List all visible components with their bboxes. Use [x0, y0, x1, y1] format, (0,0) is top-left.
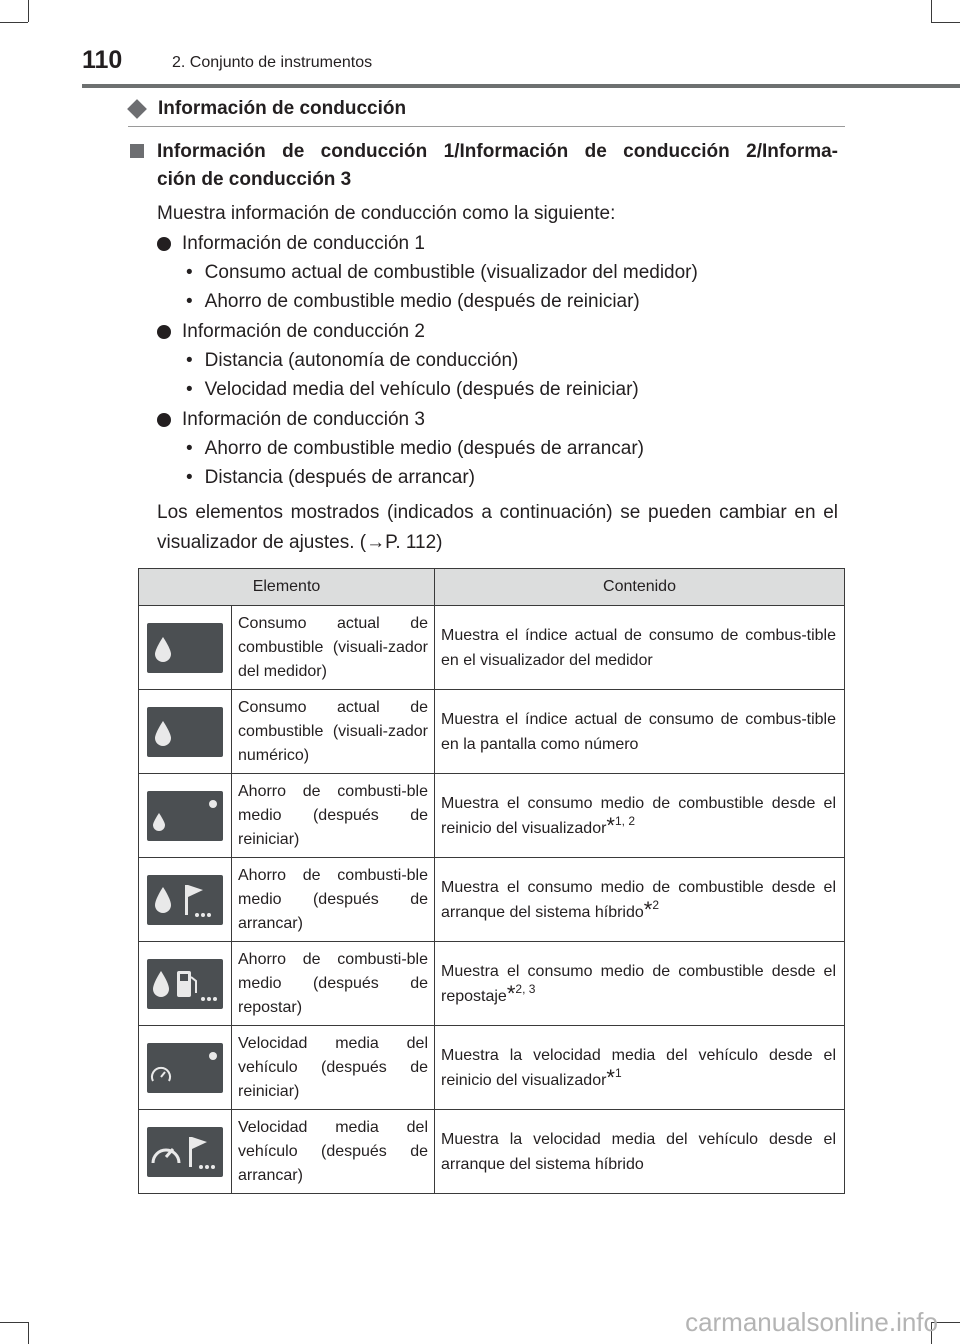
icon-cell — [139, 606, 232, 690]
table-row — [139, 1026, 845, 1110]
group-heading — [157, 230, 425, 258]
crop-mark — [931, 0, 932, 22]
item-description-text: Muestra el índice actual de consumo de combus-tible en la pantalla como número — [441, 710, 836, 753]
circle-bullet-icon — [157, 237, 171, 251]
items-table — [138, 568, 845, 1194]
list-item-text: Velocidad media del vehículo (después de reiniciar) — [204, 379, 639, 400]
table-row — [139, 690, 845, 774]
note-reference: 2, 3 — [515, 981, 536, 996]
icon-cell — [139, 942, 232, 1026]
item-name: Ahorro de combusti-ble medio (después de reiniciar) — [232, 774, 435, 858]
item-description — [435, 1110, 845, 1194]
group-heading — [157, 318, 425, 346]
circle-bullet-icon — [157, 325, 171, 339]
table-row — [139, 774, 845, 858]
note-mark: * — [643, 896, 653, 922]
circle-bullet-icon — [157, 413, 171, 427]
icon-cell — [139, 1026, 232, 1110]
item-name: Velocidad media del vehículo (después de arrancar) — [232, 1110, 435, 1194]
item-description — [435, 1026, 845, 1110]
table-row — [139, 1110, 845, 1194]
item-description-text: Muestra el consumo medio de combustible desde el reinicio del visualizador — [441, 794, 836, 837]
intro-text: Muestra información de conducción como la siguiente: — [157, 203, 616, 224]
closing-text: Los elementos mostrados (indicados a continuación) se pueden cambiar en el visualizador de ajustes. ( — [157, 502, 838, 553]
bullet-char: • — [186, 438, 193, 459]
note-reference: 2 — [652, 897, 660, 912]
note-reference: 1 — [614, 1065, 622, 1080]
item-description-text: Muestra el índice actual de consumo de combus-tible en el visualizador del medidor — [441, 626, 836, 669]
column-header-content: Contenido — [435, 569, 845, 606]
crop-mark — [0, 1322, 28, 1323]
list-item — [186, 259, 698, 287]
table-row — [139, 606, 845, 690]
list-item-text: Distancia (después de arrancar) — [204, 467, 476, 488]
note-mark: * — [506, 980, 516, 1006]
item-name: Consumo actual de combustible (visuali-zador numérico) — [232, 690, 435, 774]
list-item — [186, 435, 644, 463]
list-item — [186, 288, 640, 316]
icon-cell — [139, 774, 232, 858]
group-heading — [157, 406, 425, 434]
diamond-icon — [127, 99, 147, 119]
group-label: Información de conducción 3 — [182, 409, 425, 430]
header-rule — [82, 84, 960, 88]
list-item — [186, 347, 518, 375]
group-label: Información de conducción 2 — [182, 321, 425, 342]
bullet-char: • — [186, 262, 193, 283]
fuel-drop-gauge-icon — [147, 623, 223, 673]
section-title-text: Información de conducción — [158, 98, 407, 119]
note-mark: * — [606, 1064, 615, 1090]
list-item-text: Consumo actual de combustible (visualizador del medidor) — [204, 262, 698, 283]
bullet-char: • — [186, 379, 193, 400]
subsection-title — [130, 138, 838, 194]
list-item — [186, 464, 475, 492]
item-name: Ahorro de combusti-ble medio (después de arrancar) — [232, 858, 435, 942]
item-name: Ahorro de combusti-ble medio (después de repostar) — [232, 942, 435, 1026]
crop-mark — [931, 22, 960, 23]
list-item-text: Ahorro de combustible medio (después de reiniciar) — [204, 291, 640, 312]
bullet-char: • — [186, 467, 193, 488]
table-row — [139, 942, 845, 1026]
chapter-title: 2. Conjunto de instrumentos — [172, 54, 373, 71]
fuel-drop-pump-icon — [147, 959, 223, 1009]
item-description-text: Muestra la velocidad media del vehículo desde el arranque del sistema híbrido — [441, 1130, 836, 1173]
item-name: Consumo actual de combustible (visuali-zador del medidor) — [232, 606, 435, 690]
section-rule — [128, 126, 845, 127]
item-description — [435, 606, 845, 690]
speedometer-reset-icon — [147, 1043, 223, 1093]
item-description-text: Muestra el consumo medio de combustible desde el repostaje — [441, 962, 836, 1005]
fuel-drop-reset-icon — [147, 791, 223, 841]
item-description — [435, 690, 845, 774]
section-title — [128, 98, 406, 120]
watermark: carmanualsonline.info — [685, 1307, 938, 1337]
crop-mark — [28, 0, 29, 22]
column-header-element: Elemento — [139, 569, 435, 606]
item-description — [435, 774, 845, 858]
item-name: Velocidad media del vehículo (después de reiniciar) — [232, 1026, 435, 1110]
item-description — [435, 942, 845, 1026]
arrow-icon: → — [366, 532, 386, 553]
square-bullet-icon — [130, 144, 144, 158]
icon-cell — [139, 690, 232, 774]
subsection-title-line2: ción de conducción 3 — [157, 169, 352, 190]
fuel-drop-numeric-icon — [147, 707, 223, 757]
speedometer-flag-icon — [147, 1127, 223, 1177]
note-reference: 1, 2 — [614, 813, 635, 828]
item-description-text: Muestra el consumo medio de combustible desde el arranque del sistema híbrido — [441, 878, 836, 921]
crop-mark — [28, 1322, 29, 1344]
subsection-title-line1: Información de conducción 1/Información de conducción 2/Informa- — [157, 141, 838, 162]
icon-cell — [139, 858, 232, 942]
icon-cell — [139, 1110, 232, 1194]
page-reference-link[interactable]: P. 112) — [385, 532, 443, 553]
item-description-text: Muestra la velocidad media del vehículo desde el reinicio del visualizador — [441, 1046, 836, 1089]
list-item-text: Ahorro de combustible medio (después de arrancar) — [204, 438, 644, 459]
bullet-char: • — [186, 291, 193, 312]
note-mark: * — [606, 812, 615, 838]
bullet-char: • — [186, 350, 193, 371]
closing-paragraph — [157, 498, 838, 558]
list-item-text: Distancia (autonomía de conducción) — [204, 350, 519, 371]
group-label: Información de conducción 1 — [182, 233, 425, 254]
crop-mark — [0, 22, 28, 23]
table-row — [139, 858, 845, 942]
item-description — [435, 858, 845, 942]
list-item — [186, 376, 639, 404]
fuel-drop-flag-icon — [147, 875, 223, 925]
page-number: 110 — [82, 46, 123, 74]
